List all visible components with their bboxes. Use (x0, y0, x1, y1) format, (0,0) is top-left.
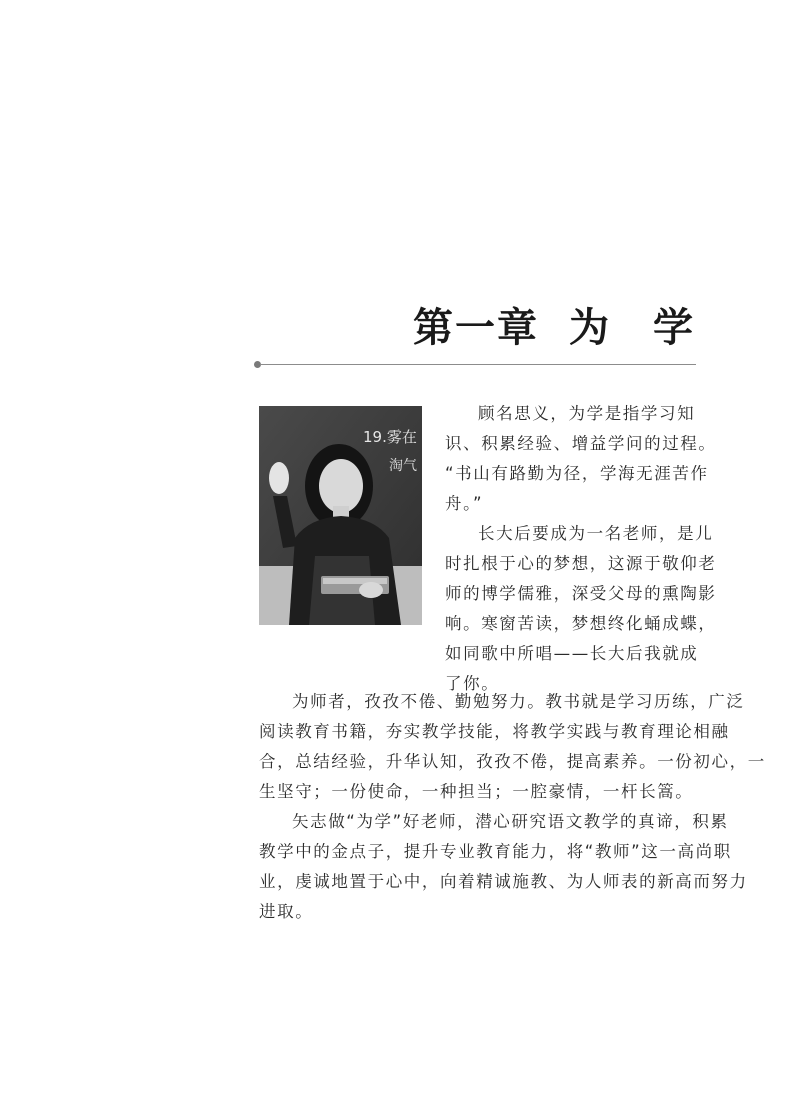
body-line: 为师者，孜孜不倦、勤勉努力。教书就是学习历练，广泛 (292, 692, 745, 711)
board-text-1: 19.雾在 (363, 428, 417, 446)
board-text-2: 淘气 (389, 458, 417, 474)
body-line: 业，虔诚地置于心中，向着精诚施教、为人师表的新高而努力 (259, 872, 748, 891)
chapter-title: 为 学 (569, 304, 695, 351)
divider-line (260, 364, 696, 365)
intro-line: 识、积累经验、增益学问的过程。 (445, 434, 717, 453)
intro-line: 响。寒窗苦读，梦想终化蛹成蝶， (445, 614, 717, 633)
body-line: 生坚守；一份使命，一种担当；一腔豪情，一杆长篙。 (259, 782, 694, 801)
body-line: 合，总结经验，升华认知，孜孜不倦，提高素养。一份初心，一 (259, 752, 766, 771)
body-line: 矢志做“为学”好老师，潜心研究语文教学的真谛，积累 (292, 812, 729, 831)
intro-line: 了你。 (445, 674, 500, 693)
body-line: 教学中的金点子，提升专业教育能力，将“教师”这一高尚职 (259, 842, 732, 861)
chapter-number: 第一章 (413, 304, 539, 351)
body-line: 阅读教育书籍，夯实教学技能，将教学实践与教育理论相融 (259, 722, 730, 741)
intro-line: 时扎根于心的梦想，这源于敬仰老 (445, 554, 717, 573)
intro-line: 师的博学儒雅，深受父母的熏陶影 (445, 584, 717, 603)
intro-line: 如同歌中所唱——长大后我就成 (445, 644, 699, 663)
intro-line: “书山有路勤为径，学海无涯苦作 (445, 464, 709, 483)
intro-line: 长大后要成为一名老师，是儿 (478, 524, 714, 543)
intro-text (445, 399, 717, 699)
body-text (259, 687, 766, 927)
intro-line: 舟。” (445, 494, 484, 513)
intro-line: 顾名思义，为学是指学习知 (478, 404, 696, 423)
chapter-heading (413, 296, 695, 353)
body-line: 进取。 (259, 902, 314, 921)
teacher-photo (259, 406, 422, 625)
